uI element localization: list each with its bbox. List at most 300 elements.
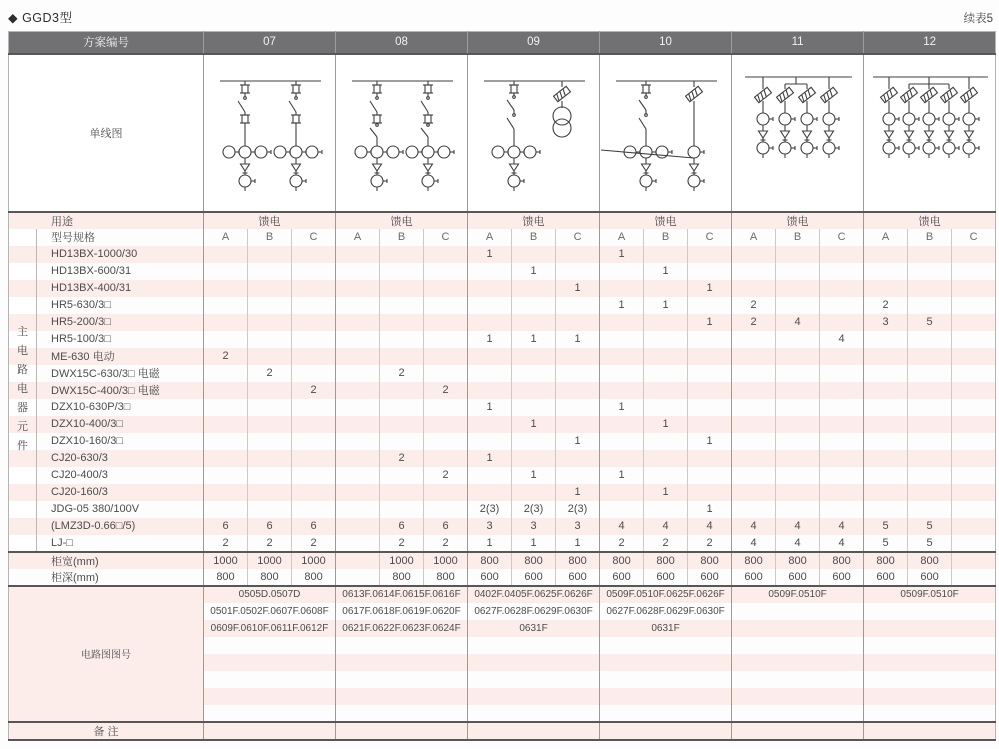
size-cell: 800 bbox=[776, 552, 820, 569]
qty-cell bbox=[336, 501, 380, 518]
qty-cell bbox=[204, 399, 248, 416]
qty-cell bbox=[820, 399, 864, 416]
component-label: CJ20-630/3 bbox=[37, 450, 204, 467]
qty-cell bbox=[468, 467, 512, 484]
qty-cell bbox=[336, 518, 380, 535]
qty-cell bbox=[600, 348, 644, 365]
subcol-header: C bbox=[556, 229, 600, 246]
circuit-number-cell-10 bbox=[600, 637, 732, 654]
qty-cell bbox=[292, 263, 336, 280]
vertical-label-char: 路 bbox=[17, 364, 28, 376]
size-cell bbox=[336, 569, 380, 586]
qty-cell bbox=[336, 416, 380, 433]
qty-cell bbox=[204, 280, 248, 297]
qty-cell bbox=[336, 348, 380, 365]
qty-cell bbox=[864, 348, 908, 365]
qty-cell bbox=[908, 382, 952, 399]
qty-cell bbox=[380, 246, 424, 263]
usage-value-10: 馈电 bbox=[600, 212, 732, 229]
qty-cell: 2 bbox=[380, 450, 424, 467]
subcol-header: C bbox=[688, 229, 732, 246]
qty-cell: 3 bbox=[512, 518, 556, 535]
qty-cell bbox=[732, 467, 776, 484]
circuit-number-cell-09: 0402F.0405F.0625F.0626F bbox=[468, 586, 600, 603]
qty-cell bbox=[644, 501, 688, 518]
qty-cell bbox=[688, 399, 732, 416]
scheme-header-12: 12 bbox=[864, 32, 996, 54]
qty-cell bbox=[292, 450, 336, 467]
qty-cell bbox=[204, 246, 248, 263]
qty-cell bbox=[424, 433, 468, 450]
qty-cell bbox=[292, 365, 336, 382]
qty-cell bbox=[952, 416, 996, 433]
qty-cell bbox=[556, 450, 600, 467]
qty-cell bbox=[732, 280, 776, 297]
qty-cell bbox=[952, 348, 996, 365]
qty-cell bbox=[468, 484, 512, 501]
vertical-label-char: 件 bbox=[17, 440, 28, 452]
qty-cell bbox=[952, 518, 996, 535]
qty-cell bbox=[864, 501, 908, 518]
scheme-header-10: 10 bbox=[600, 32, 732, 54]
usage-label: 用途 bbox=[9, 212, 204, 229]
qty-cell bbox=[600, 365, 644, 382]
qty-cell bbox=[248, 399, 292, 416]
qty-cell bbox=[600, 314, 644, 331]
diagram-cell-08 bbox=[336, 54, 468, 212]
qty-cell bbox=[468, 314, 512, 331]
size-cell: 800 bbox=[556, 552, 600, 569]
circuit-number-cell-11 bbox=[732, 705, 864, 722]
qty-cell bbox=[776, 263, 820, 280]
qty-cell: 2 bbox=[688, 535, 732, 552]
qty-cell bbox=[952, 450, 996, 467]
component-label: (LMZ3D-0.66□/5) bbox=[37, 518, 204, 535]
qty-cell: 4 bbox=[776, 314, 820, 331]
qty-cell bbox=[468, 433, 512, 450]
qty-cell bbox=[776, 501, 820, 518]
qty-cell bbox=[820, 450, 864, 467]
qty-cell bbox=[644, 314, 688, 331]
circuit-number-cell-10 bbox=[600, 654, 732, 671]
qty-cell bbox=[688, 484, 732, 501]
qty-cell bbox=[644, 348, 688, 365]
qty-cell: 1 bbox=[468, 399, 512, 416]
qty-cell bbox=[468, 280, 512, 297]
subcol-header: B bbox=[776, 229, 820, 246]
qty-cell bbox=[380, 280, 424, 297]
circuit-number-cell-07 bbox=[204, 671, 336, 688]
qty-cell bbox=[512, 348, 556, 365]
usage-value-09: 馈电 bbox=[468, 212, 600, 229]
size-cell: 800 bbox=[380, 569, 424, 586]
size-cell: 600 bbox=[644, 569, 688, 586]
qty-cell: 6 bbox=[380, 518, 424, 535]
qty-cell bbox=[204, 501, 248, 518]
circuit-number-cell-12 bbox=[864, 603, 996, 620]
qty-cell: 4 bbox=[820, 518, 864, 535]
qty-cell bbox=[248, 433, 292, 450]
qty-cell bbox=[292, 501, 336, 518]
remark-cell-08 bbox=[336, 722, 468, 740]
size-cell bbox=[952, 552, 996, 569]
size-cell: 800 bbox=[468, 552, 512, 569]
qty-cell bbox=[248, 467, 292, 484]
qty-cell bbox=[336, 331, 380, 348]
qty-cell: 2 bbox=[732, 297, 776, 314]
subcol-header: B bbox=[908, 229, 952, 246]
qty-cell bbox=[864, 433, 908, 450]
qty-cell bbox=[424, 297, 468, 314]
vertical-label-char: 电 bbox=[17, 345, 28, 357]
circuit-number-cell-11 bbox=[732, 671, 864, 688]
single-line-diagram-label: 单线图 bbox=[9, 54, 204, 212]
qty-cell bbox=[336, 263, 380, 280]
qty-cell bbox=[512, 365, 556, 382]
title-bar bbox=[8, 4, 993, 26]
qty-cell bbox=[820, 246, 864, 263]
diagram-cell-09 bbox=[468, 54, 600, 212]
qty-cell bbox=[556, 348, 600, 365]
qty-cell: 1 bbox=[512, 263, 556, 280]
size-cell: 800 bbox=[204, 569, 248, 586]
size-cell: 800 bbox=[512, 552, 556, 569]
qty-cell bbox=[864, 450, 908, 467]
qty-cell bbox=[424, 416, 468, 433]
qty-cell bbox=[864, 365, 908, 382]
qty-cell: 1 bbox=[688, 501, 732, 518]
qty-cell bbox=[204, 484, 248, 501]
qty-cell bbox=[424, 484, 468, 501]
qty-cell bbox=[908, 246, 952, 263]
qty-cell: 2 bbox=[600, 535, 644, 552]
qty-cell bbox=[336, 433, 380, 450]
qty-cell bbox=[820, 280, 864, 297]
qty-cell bbox=[292, 331, 336, 348]
circuit-number-cell-11: 0509F.0510F bbox=[732, 586, 864, 603]
qty-cell bbox=[776, 433, 820, 450]
circuit-number-cell-09: 0631F bbox=[468, 620, 600, 637]
qty-cell bbox=[204, 416, 248, 433]
circuit-number-cell-10 bbox=[600, 688, 732, 705]
circuit-number-cell-12 bbox=[864, 637, 996, 654]
qty-cell bbox=[952, 246, 996, 263]
qty-cell bbox=[952, 263, 996, 280]
qty-cell bbox=[380, 297, 424, 314]
circuit-number-cell-09 bbox=[468, 654, 600, 671]
qty-cell bbox=[248, 280, 292, 297]
subcol-header: C bbox=[292, 229, 336, 246]
qty-cell bbox=[204, 263, 248, 280]
qty-cell bbox=[556, 365, 600, 382]
qty-cell bbox=[864, 331, 908, 348]
qty-cell bbox=[600, 433, 644, 450]
scheme-header-09: 09 bbox=[468, 32, 600, 54]
subcol-header: C bbox=[424, 229, 468, 246]
subcol-header: B bbox=[380, 229, 424, 246]
qty-cell bbox=[776, 246, 820, 263]
qty-cell: 1 bbox=[644, 416, 688, 433]
circuit-number-cell-07 bbox=[204, 688, 336, 705]
circuit-number-cell-12 bbox=[864, 620, 996, 637]
qty-cell bbox=[688, 382, 732, 399]
component-label: JDG-05 380/100V bbox=[51, 503, 140, 515]
qty-cell bbox=[248, 450, 292, 467]
qty-cell: 5 bbox=[864, 535, 908, 552]
qty-cell bbox=[776, 399, 820, 416]
qty-cell bbox=[336, 484, 380, 501]
single-line-diagram-09 bbox=[469, 57, 599, 209]
qty-cell: 1 bbox=[556, 484, 600, 501]
qty-cell: 5 bbox=[908, 535, 952, 552]
component-label: ME-630 电动 bbox=[37, 348, 204, 365]
qty-cell bbox=[512, 280, 556, 297]
subcol-header: A bbox=[204, 229, 248, 246]
component-label: DZX10-400/3□ bbox=[37, 416, 204, 433]
diagram-cell-12 bbox=[864, 54, 996, 212]
qty-cell: 4 bbox=[820, 535, 864, 552]
qty-cell: 4 bbox=[732, 535, 776, 552]
qty-cell: 1 bbox=[600, 399, 644, 416]
usage-value-07: 馈电 bbox=[204, 212, 336, 229]
qty-cell bbox=[248, 382, 292, 399]
circuit-number-cell-12: 0509F.0510F bbox=[864, 586, 996, 603]
qty-cell bbox=[732, 382, 776, 399]
qty-cell bbox=[424, 348, 468, 365]
circuit-number-cell-11 bbox=[732, 637, 864, 654]
qty-cell bbox=[424, 263, 468, 280]
qty-cell bbox=[468, 297, 512, 314]
qty-cell: 3 bbox=[556, 518, 600, 535]
qty-cell bbox=[380, 501, 424, 518]
qty-cell bbox=[468, 416, 512, 433]
circuit-number-cell-10: 0627F.0628F.0629F.0630F bbox=[600, 603, 732, 620]
qty-cell: 5 bbox=[908, 314, 952, 331]
qty-cell bbox=[864, 399, 908, 416]
qty-cell bbox=[512, 399, 556, 416]
qty-cell bbox=[292, 416, 336, 433]
qty-cell bbox=[732, 484, 776, 501]
qty-cell bbox=[688, 467, 732, 484]
qty-cell: 2 bbox=[380, 365, 424, 382]
circuit-number-cell-09: 0627F.0628F.0629F.0630F bbox=[468, 603, 600, 620]
qty-cell bbox=[556, 399, 600, 416]
circuit-number-cell-09 bbox=[468, 688, 600, 705]
qty-cell: 1 bbox=[688, 280, 732, 297]
component-label: HD13BX-1000/30 bbox=[37, 246, 204, 263]
qty-cell bbox=[952, 535, 996, 552]
qty-cell bbox=[688, 246, 732, 263]
qty-cell: 2 bbox=[644, 535, 688, 552]
qty-cell: 2 bbox=[204, 348, 248, 365]
circuit-number-cell-11 bbox=[732, 688, 864, 705]
qty-cell bbox=[336, 297, 380, 314]
qty-cell bbox=[776, 484, 820, 501]
qty-cell bbox=[556, 467, 600, 484]
qty-cell: 1 bbox=[644, 297, 688, 314]
qty-cell bbox=[336, 246, 380, 263]
subcol-header: B bbox=[512, 229, 556, 246]
qty-cell: 1 bbox=[468, 331, 512, 348]
qty-cell: 6 bbox=[424, 518, 468, 535]
qty-cell bbox=[820, 314, 864, 331]
qty-cell: 2 bbox=[292, 535, 336, 552]
circuit-number-cell-12 bbox=[864, 705, 996, 722]
qty-cell: 1 bbox=[600, 467, 644, 484]
qty-cell bbox=[908, 501, 952, 518]
qty-cell bbox=[424, 331, 468, 348]
qty-cell bbox=[600, 450, 644, 467]
qty-cell bbox=[732, 450, 776, 467]
circuit-number-cell-07 bbox=[204, 705, 336, 722]
qty-cell bbox=[952, 280, 996, 297]
circuit-number-cell-08 bbox=[336, 637, 468, 654]
size-cell: 800 bbox=[424, 569, 468, 586]
size-cell: 800 bbox=[600, 552, 644, 569]
qty-cell bbox=[908, 467, 952, 484]
circuit-number-cell-08: 0613F.0614F.0615F.0616F bbox=[336, 586, 468, 603]
size-cell: 800 bbox=[908, 552, 952, 569]
qty-cell bbox=[732, 365, 776, 382]
circuit-number-cell-08 bbox=[336, 688, 468, 705]
qty-cell: 1 bbox=[556, 331, 600, 348]
size-cell: 600 bbox=[512, 569, 556, 586]
size-cell: 800 bbox=[864, 552, 908, 569]
qty-cell: 1 bbox=[512, 331, 556, 348]
qty-cell bbox=[600, 416, 644, 433]
circuit-number-cell-09 bbox=[468, 637, 600, 654]
component-label: CJ20-400/3 bbox=[51, 469, 108, 481]
qty-cell: 2 bbox=[732, 314, 776, 331]
qty-cell bbox=[336, 467, 380, 484]
qty-cell bbox=[776, 365, 820, 382]
qty-cell bbox=[908, 280, 952, 297]
qty-cell bbox=[336, 450, 380, 467]
component-label: CJ20-160/3 bbox=[37, 484, 204, 501]
scheme-header-07: 07 bbox=[204, 32, 336, 54]
qty-cell bbox=[864, 467, 908, 484]
qty-cell: 6 bbox=[204, 518, 248, 535]
qty-cell bbox=[292, 484, 336, 501]
size-cell: 600 bbox=[820, 569, 864, 586]
qty-cell bbox=[732, 416, 776, 433]
circuit-number-cell-12 bbox=[864, 671, 996, 688]
qty-cell bbox=[556, 297, 600, 314]
qty-cell bbox=[732, 399, 776, 416]
qty-cell bbox=[512, 314, 556, 331]
single-line-diagram-10 bbox=[601, 57, 731, 209]
usage-value-12: 馈电 bbox=[864, 212, 996, 229]
qty-cell bbox=[732, 433, 776, 450]
size-cell: 600 bbox=[908, 569, 952, 586]
qty-cell bbox=[908, 263, 952, 280]
circuit-number-cell-09 bbox=[468, 671, 600, 688]
single-line-diagram-08 bbox=[337, 57, 467, 209]
qty-cell: 2 bbox=[424, 467, 468, 484]
diagram-cell-07 bbox=[204, 54, 336, 212]
qty-cell bbox=[864, 246, 908, 263]
qty-cell: 1 bbox=[688, 433, 732, 450]
qty-cell: 1 bbox=[468, 246, 512, 263]
qty-cell: 1 bbox=[644, 263, 688, 280]
qty-cell: 2 bbox=[204, 535, 248, 552]
qty-cell bbox=[468, 263, 512, 280]
qty-cell bbox=[292, 280, 336, 297]
qty-cell bbox=[424, 314, 468, 331]
qty-cell bbox=[600, 280, 644, 297]
qty-cell bbox=[336, 365, 380, 382]
page-title: ◆ GGD3型 bbox=[8, 11, 73, 25]
qty-cell bbox=[336, 280, 380, 297]
circuit-number-cell-10: 0509F.0510F.0625F.0626F bbox=[600, 586, 732, 603]
qty-cell bbox=[336, 535, 380, 552]
circuit-number-cell-11 bbox=[732, 654, 864, 671]
qty-cell bbox=[952, 501, 996, 518]
qty-cell: 2(3) bbox=[556, 501, 600, 518]
qty-cell: 4 bbox=[820, 331, 864, 348]
qty-cell bbox=[864, 263, 908, 280]
qty-cell: 1 bbox=[556, 280, 600, 297]
component-label: HD13BX-600/31 bbox=[51, 265, 132, 277]
qty-cell bbox=[512, 484, 556, 501]
qty-cell bbox=[732, 348, 776, 365]
qty-cell bbox=[732, 263, 776, 280]
qty-cell bbox=[776, 280, 820, 297]
qty-cell bbox=[908, 365, 952, 382]
circuit-number-cell-07: 0505D.0507D bbox=[204, 586, 336, 603]
size-cell: 1000 bbox=[248, 552, 292, 569]
component-label: HR5-100/3□ bbox=[51, 333, 111, 345]
diagram-cell-10 bbox=[600, 54, 732, 212]
qty-cell bbox=[468, 348, 512, 365]
circuit-number-cell-07: 0501F.0502F.0607F.0608F bbox=[204, 603, 336, 620]
size-cell: 800 bbox=[820, 552, 864, 569]
qty-cell: 2 bbox=[424, 535, 468, 552]
qty-cell bbox=[952, 314, 996, 331]
qty-cell bbox=[644, 467, 688, 484]
qty-cell bbox=[292, 246, 336, 263]
qty-cell bbox=[820, 467, 864, 484]
qty-cell bbox=[776, 416, 820, 433]
qty-cell bbox=[204, 450, 248, 467]
qty-cell bbox=[644, 246, 688, 263]
qty-cell: 1 bbox=[512, 467, 556, 484]
qty-cell bbox=[688, 365, 732, 382]
circuit-number-cell-08: 0621F.0622F.0623F.0624F bbox=[336, 620, 468, 637]
vertical-label-char: 器 bbox=[17, 402, 28, 414]
circuit-number-cell-11 bbox=[732, 603, 864, 620]
cabinet-width-label: 柜宽(mm) bbox=[9, 552, 204, 569]
qty-cell bbox=[776, 382, 820, 399]
qty-cell: 4 bbox=[688, 518, 732, 535]
vertical-label-char: 元 bbox=[17, 421, 28, 433]
qty-cell bbox=[424, 365, 468, 382]
qty-cell bbox=[732, 501, 776, 518]
qty-cell bbox=[292, 297, 336, 314]
qty-cell: 1 bbox=[556, 535, 600, 552]
qty-cell bbox=[776, 450, 820, 467]
component-label: HR5-200/3□ bbox=[37, 314, 204, 331]
qty-cell: 1 bbox=[644, 484, 688, 501]
size-cell: 800 bbox=[644, 552, 688, 569]
qty-cell bbox=[952, 365, 996, 382]
size-cell: 600 bbox=[776, 569, 820, 586]
circuit-diagram-number-label: 电路图图号 bbox=[9, 586, 204, 722]
qty-cell: 1 bbox=[512, 535, 556, 552]
qty-cell bbox=[776, 348, 820, 365]
qty-cell bbox=[380, 484, 424, 501]
usage-value-08: 馈电 bbox=[336, 212, 468, 229]
